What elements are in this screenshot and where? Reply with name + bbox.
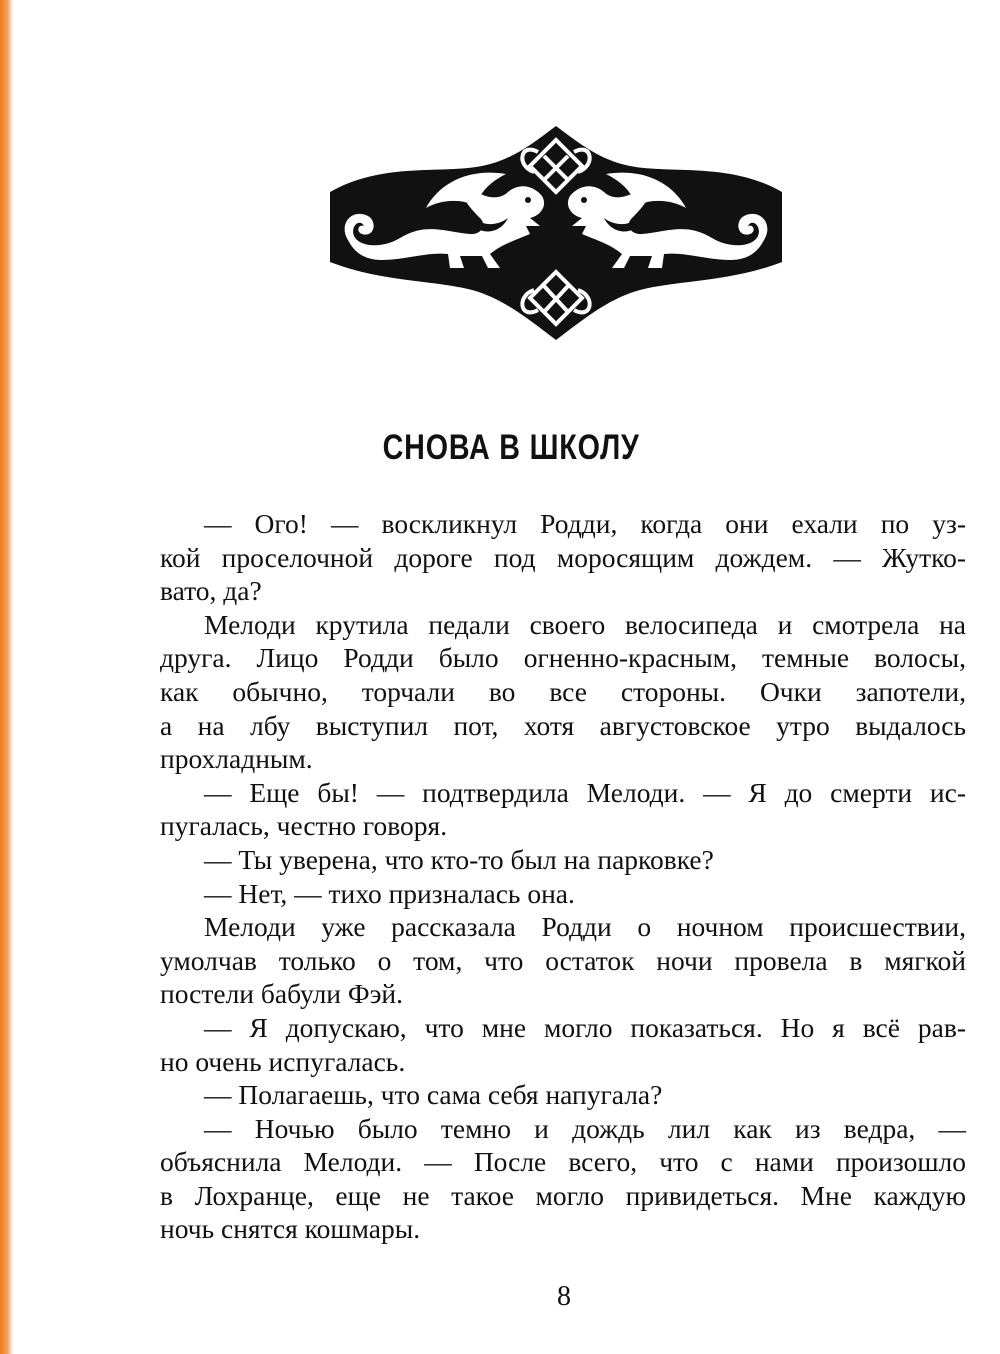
text-line: объяснила Мелоди. — После всего, что с нами произошло bbox=[160, 1146, 966, 1178]
text-line: — Нет, — тихо призналась она. bbox=[204, 877, 575, 909]
chapter-title: СНОВА В ШКОЛУ bbox=[382, 428, 640, 467]
text-line: постели бабули Фэй. bbox=[160, 978, 404, 1010]
text-line: Мелоди уже рассказала Родди о ночном происшествии, bbox=[204, 911, 966, 943]
text-line: как обычно, торчали во все стороны. Очки запотели, bbox=[160, 675, 966, 707]
text-line: — Ты уверена, что кто-то был на парковке? bbox=[204, 843, 714, 875]
text-line: но очень испугалась. bbox=[160, 1045, 406, 1077]
text-line: — Еще бы! — подтвердила Мелоди. — Я до смерти ис- bbox=[204, 776, 966, 808]
text-line: вато, да? bbox=[160, 575, 262, 607]
chapter-text bbox=[160, 507, 966, 1246]
text-line: — Ого! — воскликнул Родди, когда они ехали по уз- bbox=[204, 508, 966, 539]
text-line: умолчав только о том, что остаток ночи провела в мягкой bbox=[160, 944, 966, 976]
text-line: Мелоди крутила педали своего велосипеда и смотрела на bbox=[204, 608, 966, 640]
text-line: — Полагаешь, что сама себя напугала? bbox=[204, 1079, 663, 1111]
page-edge-color-strip bbox=[0, 0, 14, 1354]
text-line: — Ночью было темно и дождь лил как из ведра, — bbox=[204, 1112, 966, 1144]
text-line: в Лохранце, еще не такое могло привидеться. Мне каждую bbox=[160, 1179, 966, 1211]
dragons-celtic-knot-vignette-icon bbox=[330, 122, 782, 344]
text-line: — Я допускаю, что мне могло показаться. Но я всё рав- bbox=[204, 1011, 966, 1043]
text-line: кой проселочной дороге под моросящим дождем. — Жутко- bbox=[160, 541, 966, 573]
text-line: друга. Лицо Родди было огненно-красным, темные волосы, bbox=[160, 642, 966, 674]
text-line: пугалась, честно говоря. bbox=[160, 810, 448, 842]
text-line: прохладным. bbox=[160, 743, 313, 775]
text-line: а на лбу выступил пот, хотя августовское утро выдалось bbox=[160, 709, 966, 741]
text-line: ночь снятся кошмары. bbox=[160, 1213, 421, 1245]
page-number: 8 bbox=[557, 1281, 571, 1312]
